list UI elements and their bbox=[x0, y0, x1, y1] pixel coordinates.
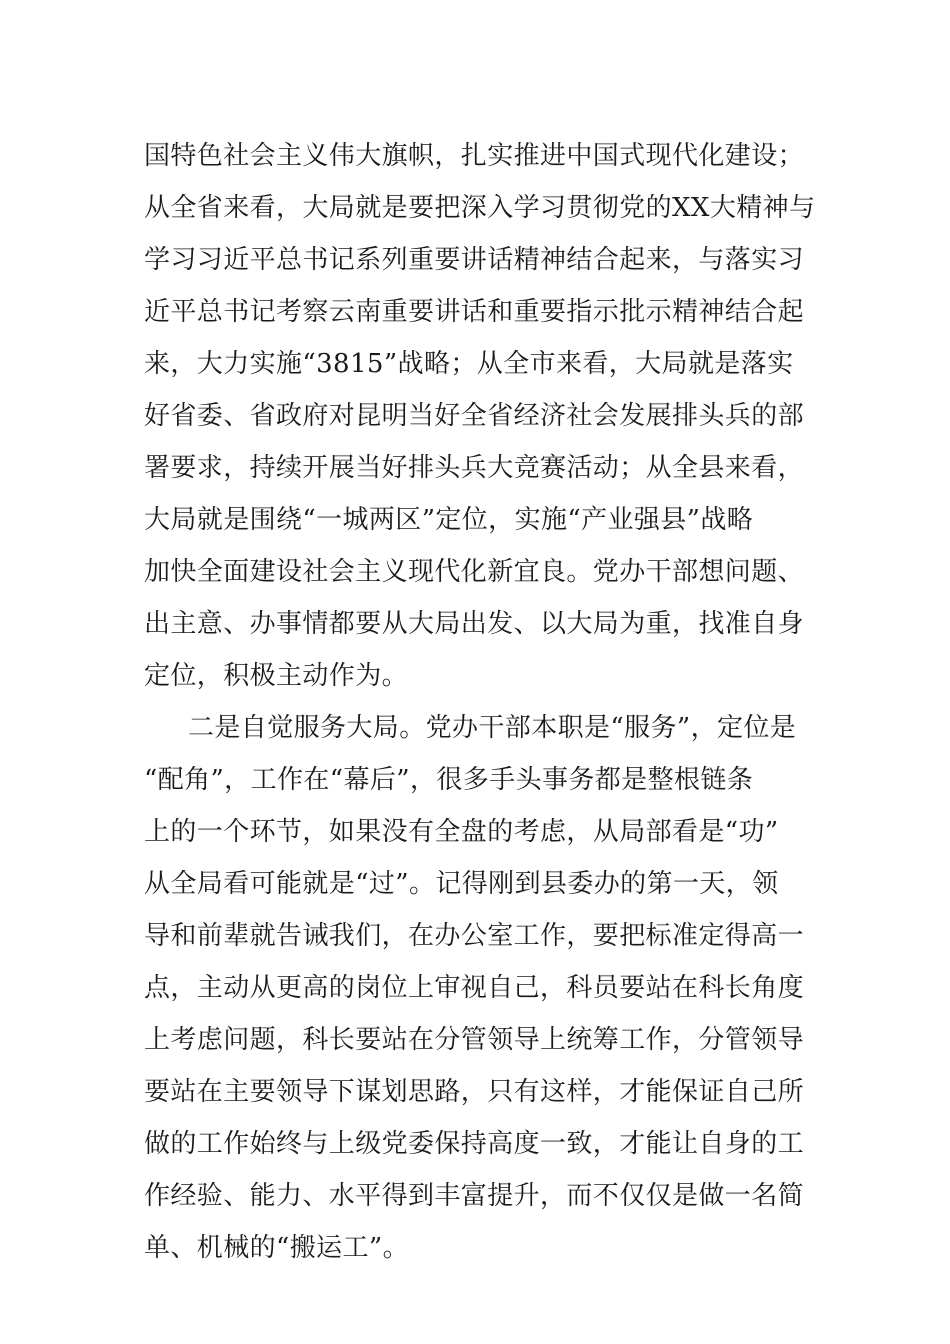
paragraph-line: 大局就是围绕“一城两区”定位，实施“产业强县”战略 bbox=[144, 505, 754, 535]
paragraph-line-first: 二是自觉服务大局。党办干部本职是“服务”，定位是 bbox=[188, 713, 797, 743]
paragraph-2 bbox=[144, 702, 824, 1274]
paragraph-line: 从全局看可能就是“过”。记得刚到县委办的第一天，领 bbox=[144, 869, 779, 899]
paragraph-line: 作经验、能力、水平得到丰富提升，而不仅仅是做一名简 bbox=[144, 1181, 805, 1211]
paragraph-line: 学习习近平总书记系列重要讲话精神结合起来，与落实习 bbox=[144, 245, 805, 275]
paragraph-line: “配角”，工作在“幕后”，很多手头事务都是整根链条 bbox=[144, 765, 754, 795]
paragraph-line: 要站在主要领导下谋划思路，只有这样，才能保证自己所 bbox=[144, 1077, 805, 1107]
paragraph-line: 来，大力实施“3815”战略；从全市来看，大局就是落实 bbox=[144, 349, 794, 379]
paragraph-line: 国特色社会主义伟大旗帜，扎实推进中国式现代化建设； bbox=[144, 141, 805, 171]
paragraph-line: 点，主动从更高的岗位上审视自己，科员要站在科长角度 bbox=[144, 973, 805, 1003]
paragraph-line: 出主意、办事情都要从大局出发、以大局为重，找准自身 bbox=[144, 609, 805, 639]
paragraph-line: 定位，积极主动作为。 bbox=[144, 661, 409, 691]
paragraph-1 bbox=[144, 130, 824, 702]
paragraph-line: 加快全面建设社会主义现代化新宜良。党办干部想问题、 bbox=[144, 557, 805, 587]
paragraph-line: 做的工作始终与上级党委保持高度一致，才能让自身的工 bbox=[144, 1129, 805, 1159]
paragraph-line: 上考虑问题，科长要站在分管领导上统筹工作，分管领导 bbox=[144, 1025, 805, 1055]
paragraph-line: 近平总书记考察云南重要讲话和重要指示批示精神结合起 bbox=[144, 297, 805, 327]
paragraph-line: 上的一个环节，如果没有全盘的考虑，从局部看是“功” bbox=[144, 817, 779, 847]
paragraph-line: 导和前辈就告诫我们，在办公室工作，要把标准定得高一 bbox=[144, 921, 805, 951]
paragraph-line: 署要求，持续开展当好排头兵大竞赛活动；从全县来看， bbox=[144, 453, 805, 483]
paragraph-line: 单、机械的“搬运工”。 bbox=[144, 1233, 409, 1263]
paragraph-line: 从全省来看，大局就是要把深入学习贯彻党的XX大精神与 bbox=[144, 193, 816, 223]
paragraph-line: 好省委、省政府对昆明当好全省经济社会发展排头兵的部 bbox=[144, 401, 805, 431]
document-body bbox=[144, 130, 824, 1274]
